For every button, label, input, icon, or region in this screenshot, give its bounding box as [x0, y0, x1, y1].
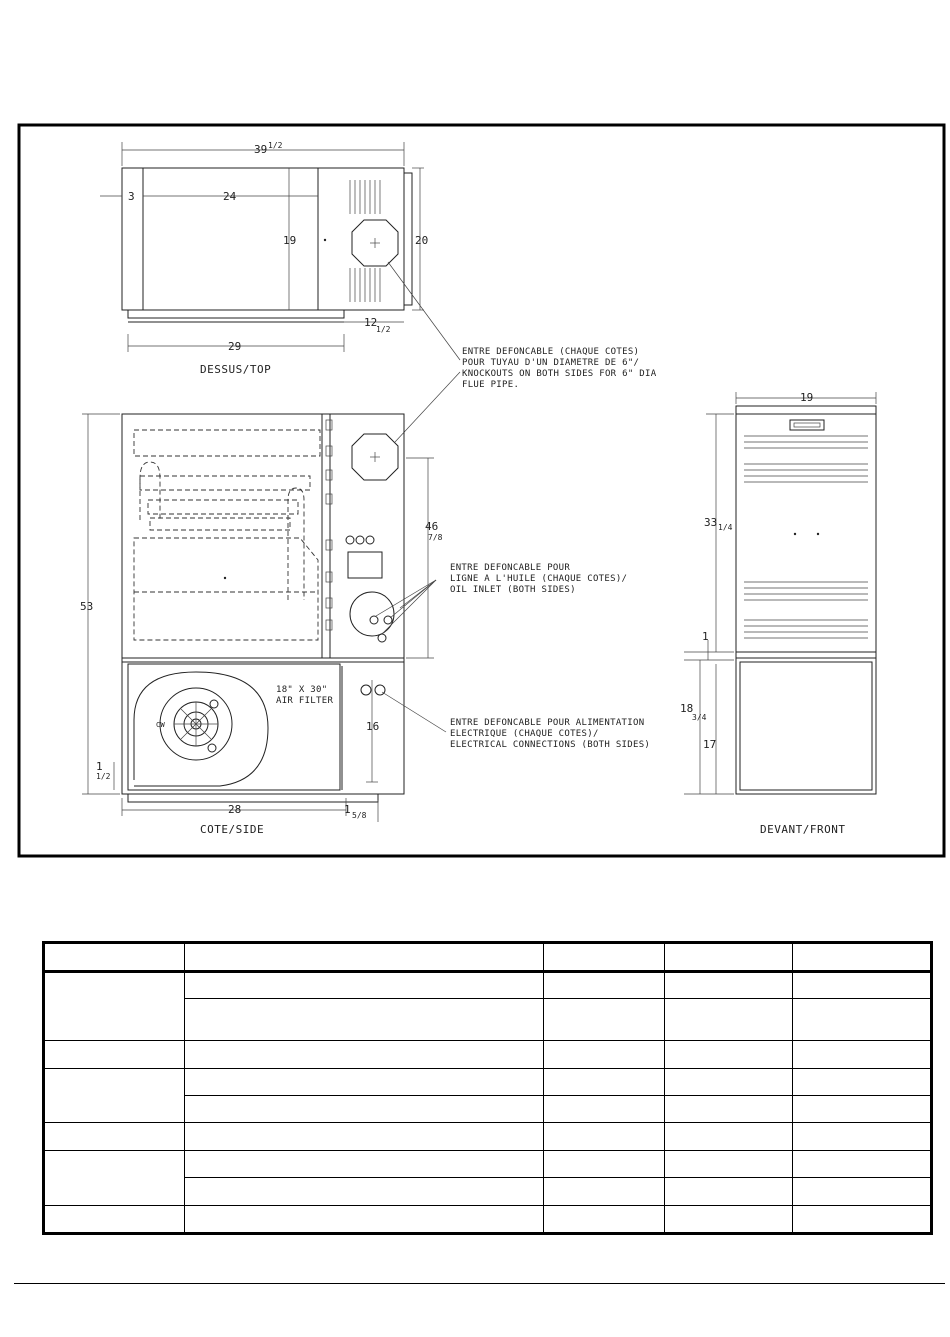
- side-dim-base: 28: [228, 803, 242, 816]
- table-cell: [665, 1069, 792, 1096]
- side-dim-filter-height: 16: [366, 720, 380, 733]
- table-cell: [185, 999, 543, 1041]
- table-cell: [185, 1151, 543, 1178]
- table-cell: [665, 1096, 792, 1123]
- table-cell: [185, 1178, 543, 1206]
- front-view-title: DEVANT/FRONT: [760, 823, 846, 836]
- table-cell: [665, 972, 792, 999]
- side-dim-bottom-gap: 1: [96, 760, 103, 773]
- table-cell: [185, 943, 543, 972]
- table-cell: [792, 972, 931, 999]
- front-dim-upper: 33: [704, 516, 718, 529]
- top-dim-inset: 3: [128, 190, 135, 203]
- table-row: [44, 1123, 932, 1151]
- table-cell: [185, 1069, 543, 1096]
- side-dim-upper-frac: 7/8: [428, 533, 443, 542]
- table-cell: [44, 1151, 185, 1206]
- top-dim-overall-width-frac: 1/2: [268, 141, 283, 150]
- table-row: [44, 1069, 932, 1096]
- front-dim-base: 17: [703, 738, 717, 751]
- side-view-title: COTE/SIDE: [200, 823, 265, 836]
- spec-table-body: [44, 943, 932, 1234]
- table-row: [44, 972, 932, 999]
- spec-table: [42, 941, 933, 1235]
- svg-text:ENTRE DEFONCABLE (CHAQUE COTES: ENTRE DEFONCABLE (CHAQUE COTES): [462, 347, 640, 357]
- svg-text:FLUE PIPE.: FLUE PIPE.: [462, 380, 520, 390]
- table-cell: [44, 1069, 185, 1123]
- table-cell: [185, 1123, 543, 1151]
- front-dim-upper-frac: 1/4: [718, 523, 733, 532]
- table-cell: [665, 943, 792, 972]
- front-dim-lower-frac: 3/4: [692, 713, 707, 722]
- table-row: [44, 943, 932, 972]
- table-row: [44, 1206, 932, 1234]
- table-cell: [665, 1206, 792, 1234]
- front-dim-gap: 1: [702, 630, 709, 643]
- side-dim-base-offset-frac: 5/8: [352, 811, 367, 820]
- table-cell: [792, 1123, 931, 1151]
- table-cell: [665, 1123, 792, 1151]
- top-dim-offset-frac: 1/2: [376, 325, 391, 334]
- top-dim-inner-depth: 19: [283, 234, 297, 247]
- table-row: [44, 1151, 932, 1178]
- svg-text:LIGNE A L'HUILE (CHAQUE COTES): LIGNE A L'HUILE (CHAQUE COTES)/: [450, 574, 628, 584]
- front-view: [680, 391, 876, 836]
- svg-text:ELECTRIQUE (CHAQUE COTES)/: ELECTRIQUE (CHAQUE COTES)/: [450, 729, 599, 739]
- table-cell: [792, 1069, 931, 1096]
- table-cell: [792, 1178, 931, 1206]
- table-cell: [543, 1041, 664, 1069]
- table-cell: [543, 1096, 664, 1123]
- table-cell: [543, 1151, 664, 1178]
- table-cell: [665, 1178, 792, 1206]
- note-electrical: [450, 718, 650, 750]
- note-flue-knockout: [462, 347, 657, 390]
- svg-text:CW: CW: [156, 721, 166, 729]
- table-cell: [44, 1206, 185, 1234]
- table-cell: [185, 972, 543, 999]
- table-cell: [792, 943, 931, 972]
- table-cell: [665, 1041, 792, 1069]
- side-dim-base-offset: 1: [344, 803, 351, 816]
- table-cell: [44, 1041, 185, 1069]
- top-dim-inner-width: 24: [223, 190, 237, 203]
- top-dim-overall-width: 39: [254, 143, 268, 156]
- note-oil-inlet: [450, 563, 627, 595]
- table-cell: [792, 999, 931, 1041]
- top-dim-offset: 12: [364, 316, 378, 329]
- filter-label-size: 18" X 30": [276, 685, 328, 695]
- table-cell: [792, 1096, 931, 1123]
- side-dim-height: 53: [80, 600, 94, 613]
- table-cell: [44, 972, 185, 1041]
- table-cell: [792, 1041, 931, 1069]
- svg-text:ENTRE DEFONCABLE POUR: ENTRE DEFONCABLE POUR: [450, 563, 571, 573]
- table-cell: [543, 1206, 664, 1234]
- svg-text:POUR TUYAU D'UN DIAMETRE DE 6": POUR TUYAU D'UN DIAMETRE DE 6"/: [462, 358, 640, 368]
- table-cell: [44, 943, 185, 972]
- side-dim-upper: 46: [425, 520, 439, 533]
- table-cell: [665, 999, 792, 1041]
- top-dim-depth: 20: [415, 234, 429, 247]
- table-cell: [543, 972, 664, 999]
- table-row: [44, 1041, 932, 1069]
- svg-text:KNOCKOUTS ON BOTH SIDES FOR 6": KNOCKOUTS ON BOTH SIDES FOR 6" DIA: [462, 369, 657, 379]
- side-dim-bottom-gap-frac: 1/2: [96, 772, 111, 781]
- front-dim-lower: 18: [680, 702, 694, 715]
- footer-rule: [14, 1283, 945, 1284]
- table-cell: [543, 1178, 664, 1206]
- filter-label-name: AIR FILTER: [276, 696, 334, 706]
- top-dim-base: 29: [228, 340, 242, 353]
- table-cell: [665, 1151, 792, 1178]
- table-cell: [792, 1151, 931, 1178]
- table-cell: [543, 999, 664, 1041]
- table-cell: [543, 1069, 664, 1096]
- table-cell: [44, 1123, 185, 1151]
- table-cell: [185, 1096, 543, 1123]
- table-cell: [543, 1123, 664, 1151]
- table-cell: [185, 1041, 543, 1069]
- svg-text:ENTRE DEFONCABLE POUR ALIMENTA: ENTRE DEFONCABLE POUR ALIMENTATION: [450, 718, 645, 728]
- top-view: [100, 141, 428, 376]
- table-cell: [185, 1206, 543, 1234]
- svg-text:OIL INLET (BOTH SIDES): OIL INLET (BOTH SIDES): [450, 585, 576, 595]
- table-cell: [543, 943, 664, 972]
- table-cell: [792, 1206, 931, 1234]
- front-dim-width: 19: [800, 391, 814, 404]
- svg-text:ELECTRICAL CONNECTIONS (BOTH S: ELECTRICAL CONNECTIONS (BOTH SIDES): [450, 740, 651, 750]
- top-view-title: DESSUS/TOP: [200, 363, 272, 376]
- side-view: [80, 414, 443, 836]
